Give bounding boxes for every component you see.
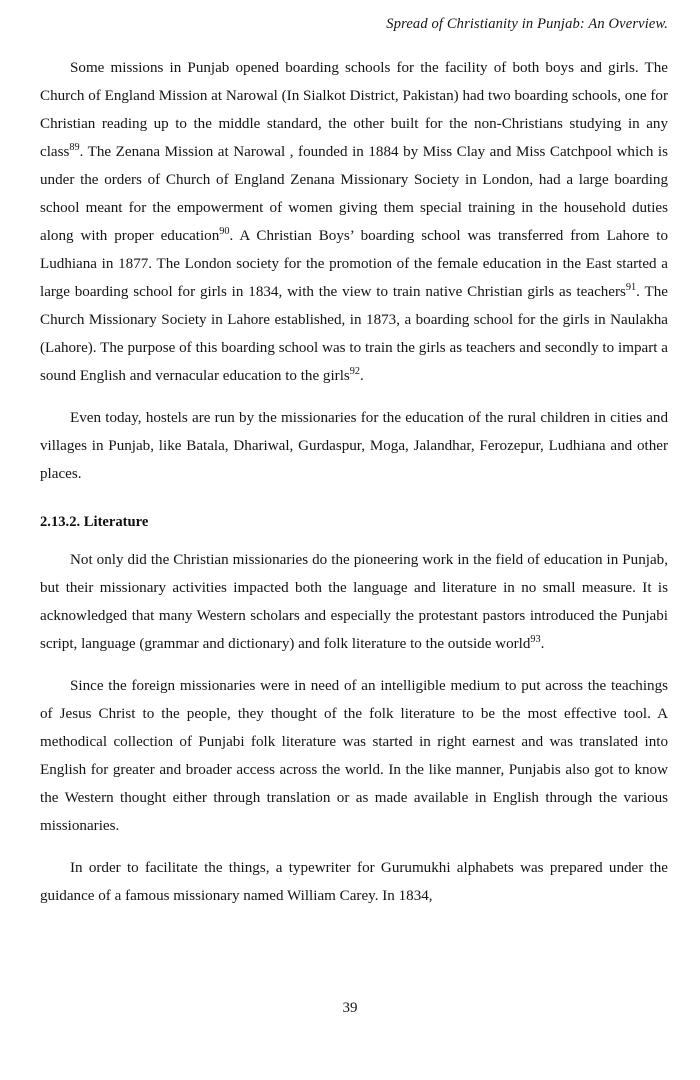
paragraph-text-segment: . [540,636,545,652]
paragraph-hostels-today: Even today, hostels are run by the missionaries for the education of the rural children in cities and villages in Punjab, like Batala, Dhariwal, Gurdaspur, Moga, Jalandhar, Ferozepur, Ludhiana and other places. [40,410,668,482]
paragraph-text-segment: . The Church Missionary Society in Lahore established, in 1873, a boarding school for the girls in Naulakha (Lahore). The purpose of this boarding school was to train the girls as teachers and secondly to impart a sound English and vernacular education to the girls [40,284,668,384]
paragraph-text-segment: . The Zenana Mission at Narowal , founded in 1884 by Miss Clay and Miss Catchpool which is under the orders of Church of England Zenana Missionary Society in London, had a large boarding school meant for the empowerment of women giving them special training in the household duties along with proper education [40,144,668,244]
paragraph-boarding-schools [40,54,668,390]
footnote-marker-93: 93 [530,633,541,645]
page-number: 39 [342,1000,358,1016]
paragraph-text-segment: Some missions in Punjab opened boarding schools for the facility of both boys and girls. The Church of England Mission at Narowal (In Sialkot District, Pakistan) had two boarding schools, one for Christian reading up to the middle standard, the other built for the non-Christians studying in any class [40,60,668,160]
paragraph-text-segment: . [360,368,364,384]
footnote-marker-92: 92 [349,365,361,377]
footnote-marker-89: 89 [69,141,80,153]
running-header: Spread of Christianity in Punjab: An Overview. [386,16,668,32]
section-heading-literature: 2.13.2. Literature [40,514,149,530]
footnote-marker-90: 90 [219,225,230,237]
paragraph-pioneering-work [40,546,668,658]
paragraph-text-segment: . A Christian Boys’ boarding school was transferred from Lahore to Ludhiana in 1877. The London society for the promotion of the female education in the East started a large boarding school for girls in 1834, with the view to train native Christian girls as teachers [40,228,668,300]
footnote-marker-91: 91 [625,281,637,293]
paragraph-typewriter-gurumukhi: In order to facilitate the things, a typewriter for Gurumukhi alphabets was prepared under the guidance of a famous missionary named William Carey. In 1834, [40,860,668,904]
body-text-block [40,54,668,910]
paragraph-folk-literature: Since the foreign missionaries were in need of an intelligible medium to put across the teachings of Jesus Christ to the people, they thought of the folk literature to be the most effective tool. A methodical collection of Punjabi folk literature was started in right earnest and was translated into English for greater and broader access across the world. In the like manner, Punjabis also got to know the Western thought either through translation or as made available in English through the various missionaries. [40,678,668,834]
paragraph-text-segment: Not only did the Christian missionaries do the pioneering work in the field of education in Punjab, but their missionary activities impacted both the language and literature in no small measure. It is acknowledged that many Western scholars and especially the protestant pastors introduced the Punjabi script, language (grammar and dictionary) and folk literature to the outside world [40,552,668,652]
